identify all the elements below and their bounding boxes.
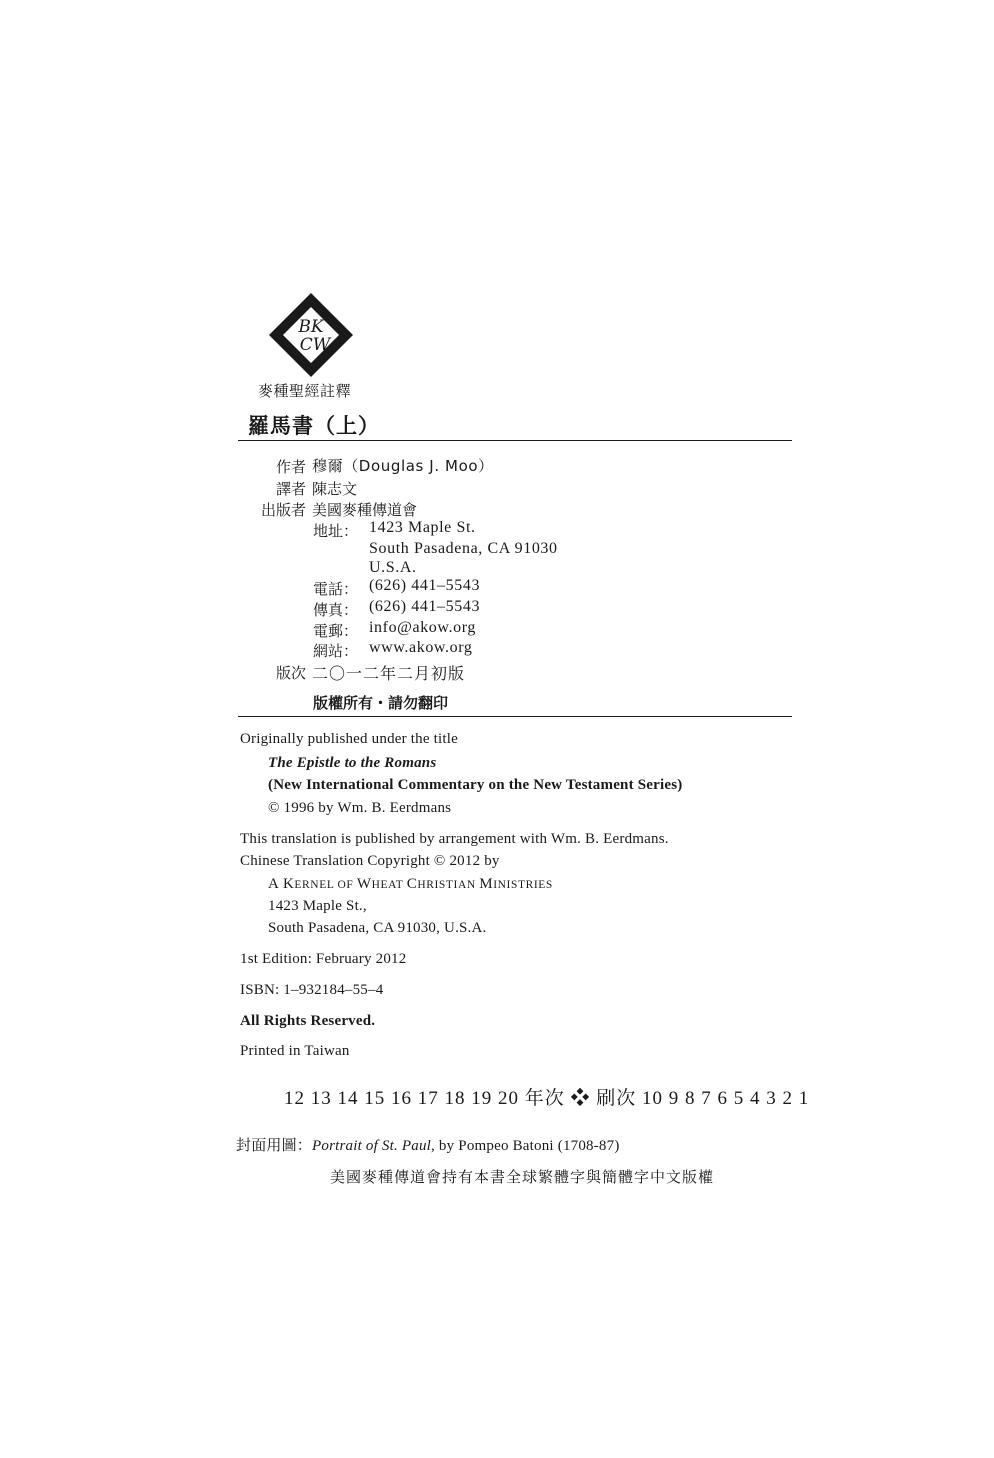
cover-credit: 封面用圖：Portrait of St. Paul, by Pompeo Batoni (1708-87) [236, 1136, 620, 1154]
author-value: 穆爾（Douglas J. Moo） [312, 457, 494, 475]
translator-label: 譯者 [275, 480, 306, 498]
fax-label: 傳真： [313, 601, 359, 619]
original-copyright: © 1996 by Wm. B. Eerdmans [268, 800, 452, 816]
publisher-address1-en: 1423 Maple St., [268, 898, 367, 914]
fax-value: (626) 441–5543 [369, 598, 481, 615]
address-line1: 1423 Maple St. [369, 519, 476, 536]
top-rule [238, 440, 792, 441]
edition-value: 二〇一二年二月初版 [312, 664, 466, 683]
phone-value: (626) 441–5543 [369, 577, 481, 594]
bottom-rule [238, 716, 792, 717]
print-line: 12 13 14 15 16 17 18 19 20 年次 ❖ 刷次 10 9 8 7 6 5 4 3 2 1 [284, 1088, 810, 1109]
address-label: 地址： [313, 522, 359, 540]
svg-text:CW: CW [299, 335, 331, 355]
isbn: ISBN: 1–932184–55–4 [240, 982, 384, 998]
original-intro: Originally published under the title [240, 731, 458, 747]
publisher-label: 出版者 [260, 501, 306, 519]
original-series: (New International Commentary on the New Testament Series) [268, 777, 683, 793]
printed-in: Printed in Taiwan [240, 1043, 350, 1059]
publisher-logo [268, 292, 354, 378]
author-label: 作者 [275, 458, 306, 476]
edition-en: 1st Edition: February 2012 [240, 951, 407, 967]
website-label: 網站： [313, 642, 359, 660]
series-name: 麥種聖經註釋 [258, 382, 352, 400]
address-line3: U.S.A. [369, 559, 417, 576]
book-title: 羅馬書（上） [248, 414, 380, 438]
publisher-name-en: A KERNEL OF WHEAT CHRISTIAN MINISTRIES [268, 876, 553, 892]
publisher-address2-en: South Pasadena, CA 91030, U.S.A. [268, 920, 487, 936]
rights-cn: 版權所有・請勿翻印 [313, 694, 449, 712]
address-line2: South Pasadena, CA 91030 [369, 540, 558, 557]
email-value: info@akow.org [369, 619, 476, 636]
edition-label: 版次 [275, 664, 306, 682]
phone-label: 電話： [313, 580, 359, 598]
rights-en: All Rights Reserved. [240, 1013, 376, 1029]
translator-value: 陳志文 [312, 480, 358, 498]
translation-copyright: Chinese Translation Copyright © 2012 by [240, 853, 500, 869]
email-label: 電郵： [313, 622, 359, 640]
translation-arrangement: This translation is published by arrangement with Wm. B. Eerdmans. [240, 831, 669, 847]
publisher-value: 美國麥種傳道會 [312, 501, 418, 519]
website-value: www.akow.org [369, 639, 473, 656]
svg-text:BK: BK [298, 317, 324, 337]
rights-statement: 美國麥種傳道會持有本書全球繁體字與簡體字中文版權 [330, 1168, 715, 1186]
original-title: The Epistle to the Romans [268, 755, 437, 771]
